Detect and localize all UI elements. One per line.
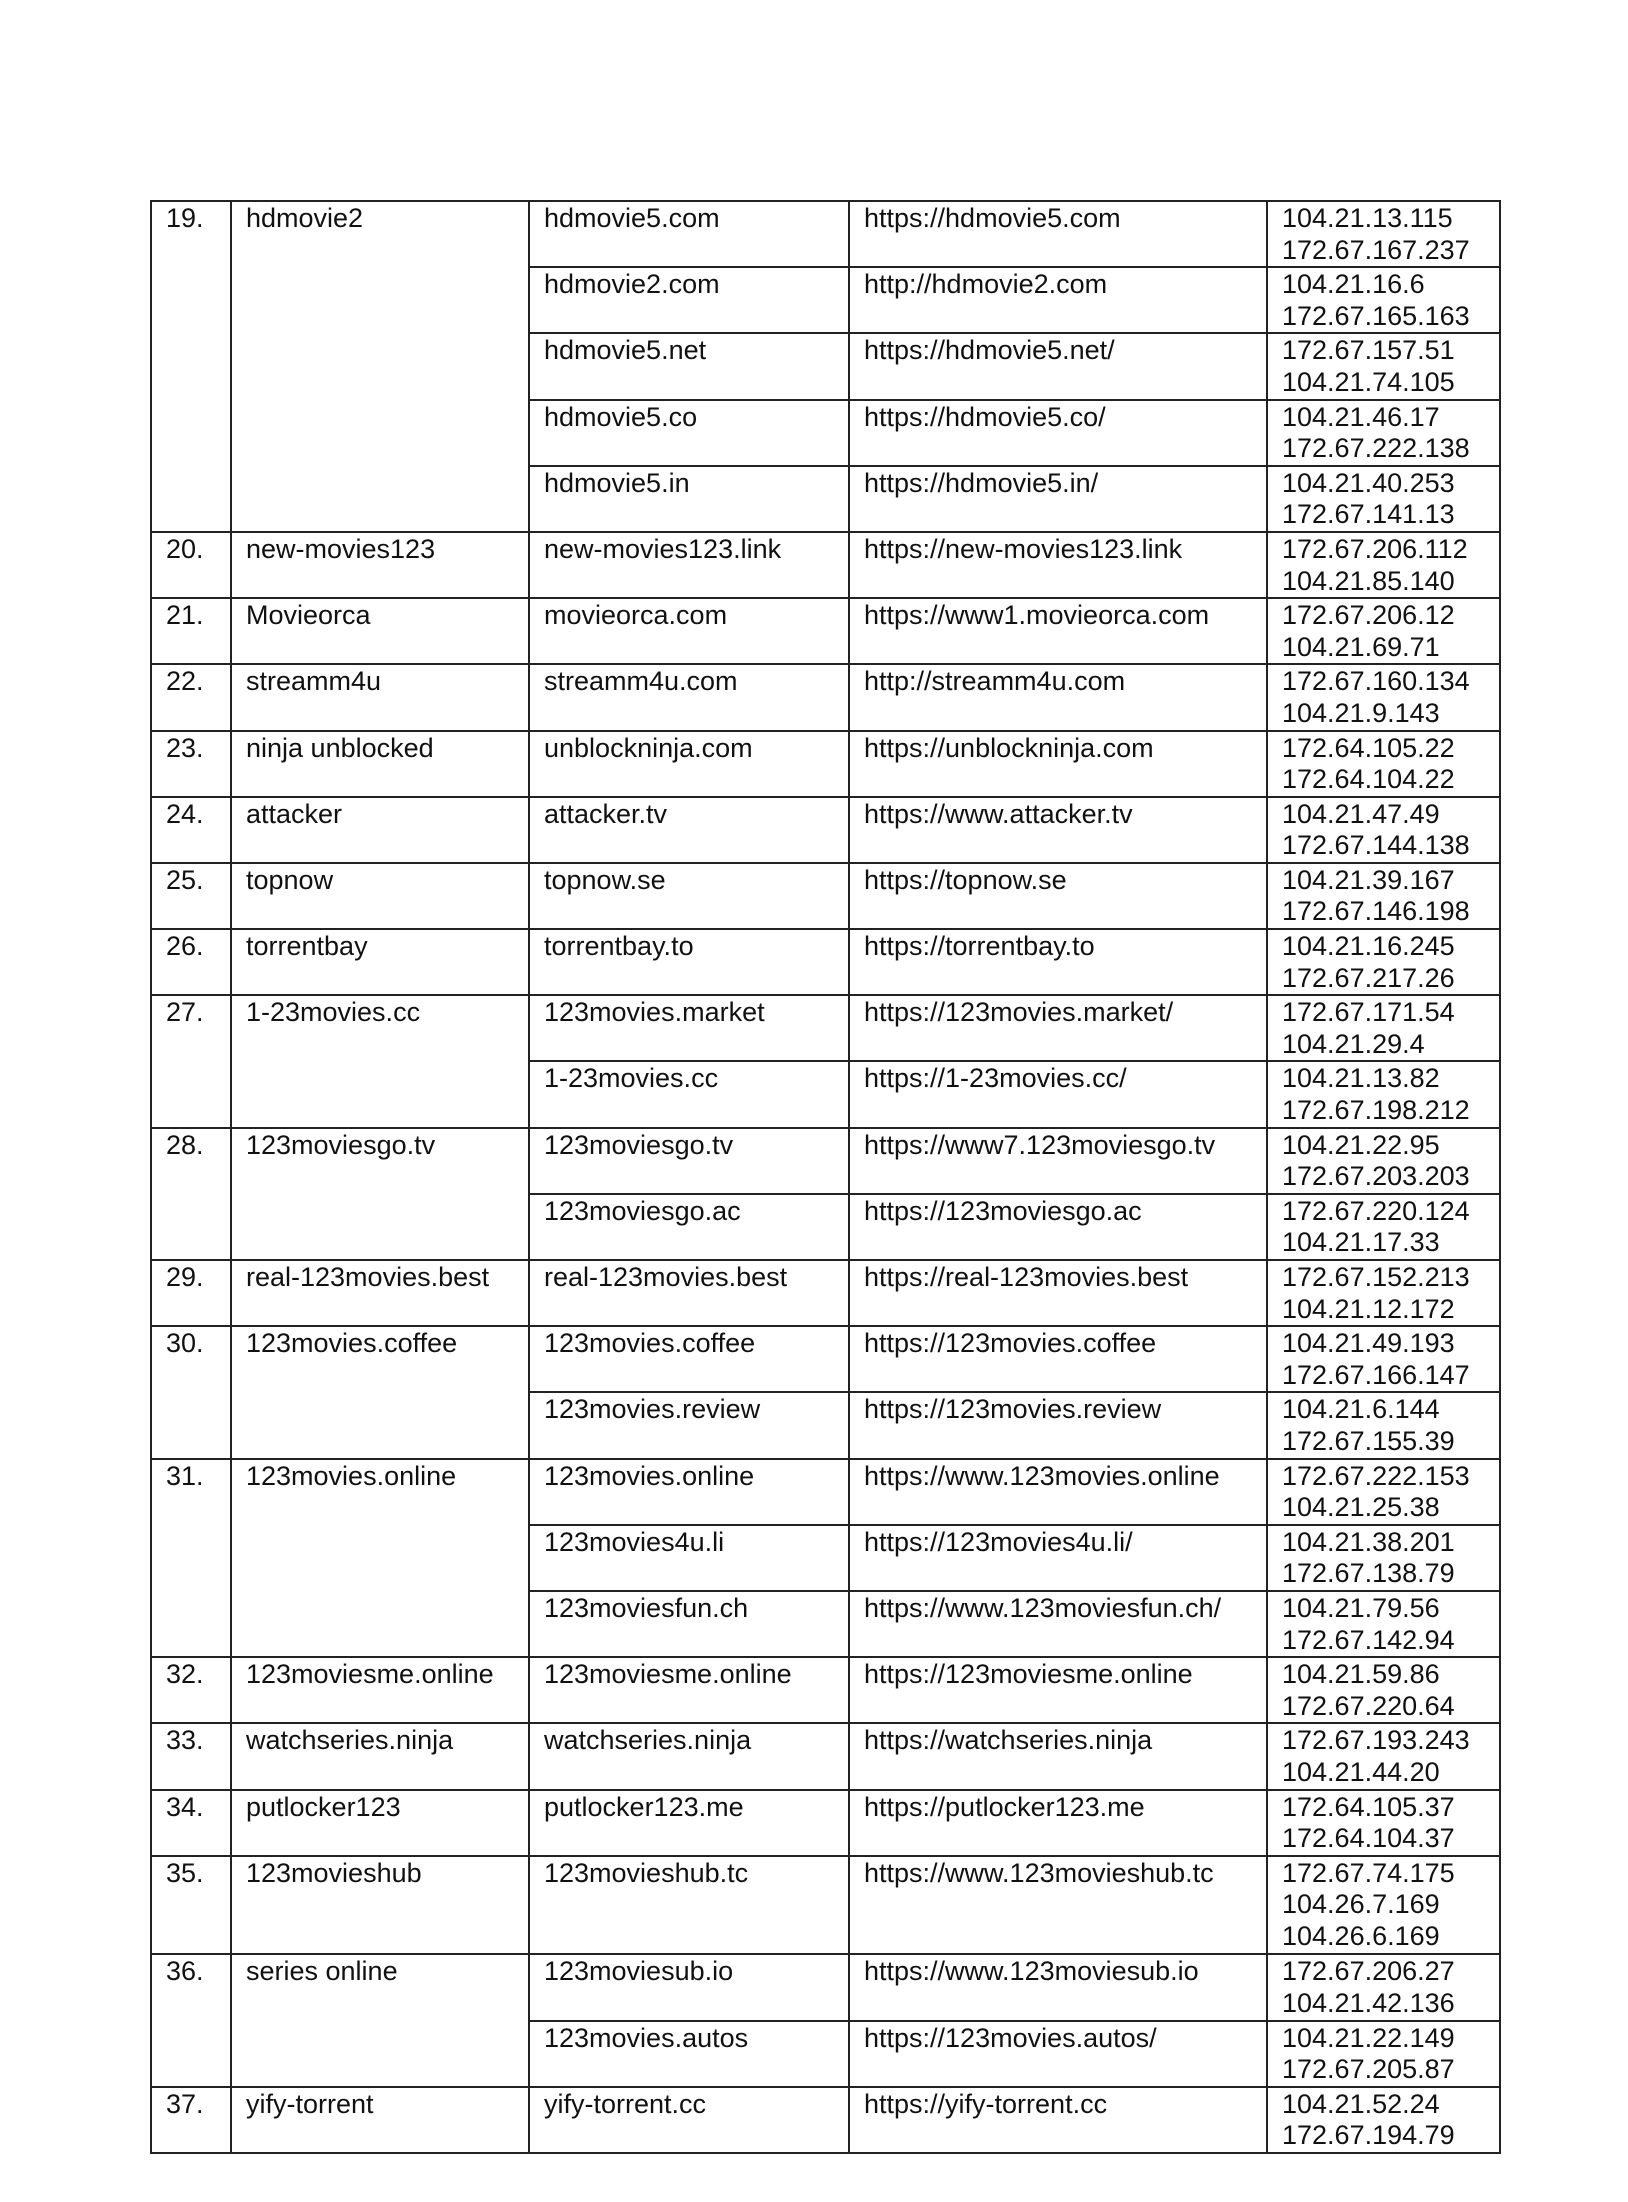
- domain-cell: hdmovie5.co: [529, 400, 849, 466]
- ip-address: 172.67.206.112: [1282, 533, 1468, 564]
- ip-cell: [1267, 1657, 1500, 1723]
- table-row: [151, 1657, 1500, 1723]
- url-cell: https://1-23movies.cc/: [849, 1061, 1267, 1127]
- ip-address: 172.67.222.138: [1282, 433, 1470, 464]
- ip-address: 104.21.9.143: [1282, 697, 1440, 728]
- ip-cell: [1267, 532, 1500, 598]
- ip-address: 172.67.142.94: [1282, 1624, 1455, 1655]
- domain-cell: 123moviesme.online: [529, 1657, 849, 1723]
- ip-cell: [1267, 1194, 1500, 1260]
- row-number: 37.: [151, 2087, 231, 2153]
- ip-address: 104.21.12.172: [1282, 1293, 1455, 1324]
- ip-address: 172.67.165.163: [1282, 300, 1470, 331]
- ip-cell: [1267, 1459, 1500, 1525]
- row-number: 26.: [151, 929, 231, 995]
- row-number: 19.: [151, 201, 231, 532]
- url-cell: https://yify-torrent.cc: [849, 2087, 1267, 2153]
- ip-address: 104.21.46.17: [1282, 401, 1440, 432]
- ip-cell: [1267, 201, 1500, 267]
- url-cell: http://hdmovie2.com: [849, 267, 1267, 333]
- ip-address: 104.21.47.49: [1282, 798, 1440, 829]
- url-cell: https://putlocker123.me: [849, 1790, 1267, 1856]
- site-name: torrentbay: [231, 929, 529, 995]
- table-row: [151, 1459, 1500, 1525]
- site-name: topnow: [231, 863, 529, 929]
- domain-cell: 123movies.review: [529, 1392, 849, 1458]
- domain-cell: 123movies.coffee: [529, 1326, 849, 1392]
- ip-address: 172.67.167.237: [1282, 234, 1470, 265]
- table-row: [151, 2087, 1500, 2153]
- domain-cell: hdmovie5.in: [529, 466, 849, 532]
- ip-cell: [1267, 2087, 1500, 2153]
- url-cell: https://unblockninja.com: [849, 731, 1267, 797]
- row-number: 24.: [151, 797, 231, 863]
- domain-cell: putlocker123.me: [529, 1790, 849, 1856]
- url-cell: https://123moviesgo.ac: [849, 1194, 1267, 1260]
- ip-address: 172.67.220.124: [1282, 1195, 1470, 1226]
- domain-cell: 123movies.market: [529, 995, 849, 1061]
- site-name: 123movies.online: [231, 1459, 529, 1658]
- domain-cell: 123moviesfun.ch: [529, 1591, 849, 1657]
- domain-cell: 123movies.autos: [529, 2021, 849, 2087]
- ip-address: 172.67.144.138: [1282, 830, 1470, 861]
- table-row: [151, 1790, 1500, 1856]
- ip-address: 104.21.13.82: [1282, 1063, 1440, 1094]
- ip-cell: [1267, 400, 1500, 466]
- row-number: 28.: [151, 1128, 231, 1260]
- ip-cell: [1267, 1061, 1500, 1127]
- ip-cell: [1267, 1856, 1500, 1955]
- ip-address: 172.67.206.27: [1282, 1956, 1455, 1987]
- ip-address: 104.21.38.201: [1282, 1526, 1455, 1557]
- site-name: watchseries.ninja: [231, 1723, 529, 1789]
- table-row: [151, 1954, 1500, 2020]
- ip-cell: [1267, 1525, 1500, 1591]
- domain-cell: watchseries.ninja: [529, 1723, 849, 1789]
- row-number: 33.: [151, 1723, 231, 1789]
- url-cell: https://new-movies123.link: [849, 532, 1267, 598]
- table-row: [151, 1723, 1500, 1789]
- ip-cell: [1267, 2021, 1500, 2087]
- domain-cell: 123movieshub.tc: [529, 1856, 849, 1955]
- table-row: [151, 1326, 1500, 1392]
- site-table-body: [151, 201, 1500, 2153]
- url-cell: https://watchseries.ninja: [849, 1723, 1267, 1789]
- ip-address: 172.64.104.22: [1282, 764, 1455, 795]
- ip-address: 172.67.157.51: [1282, 335, 1455, 366]
- ip-address: 104.21.49.193: [1282, 1328, 1455, 1359]
- ip-address: 172.67.198.212: [1282, 1095, 1470, 1126]
- ip-address: 172.67.206.12: [1282, 600, 1455, 631]
- row-number: 31.: [151, 1459, 231, 1658]
- row-number: 23.: [151, 731, 231, 797]
- url-cell: https://www.123moviesub.io: [849, 1954, 1267, 2020]
- ip-cell: [1267, 466, 1500, 532]
- domain-cell: torrentbay.to: [529, 929, 849, 995]
- ip-cell: [1267, 863, 1500, 929]
- ip-cell: [1267, 333, 1500, 399]
- table-row: [151, 664, 1500, 730]
- domain-cell: streamm4u.com: [529, 664, 849, 730]
- table-row: [151, 995, 1500, 1061]
- site-name: yify-torrent: [231, 2087, 529, 2153]
- url-cell: https://www.123movies.online: [849, 1459, 1267, 1525]
- ip-address: 104.21.13.115: [1282, 203, 1453, 233]
- ip-address: 104.21.79.56: [1282, 1592, 1440, 1623]
- table-row: [151, 797, 1500, 863]
- ip-address: 172.67.141.13: [1282, 499, 1455, 530]
- ip-cell: [1267, 929, 1500, 995]
- table-row: [151, 863, 1500, 929]
- domain-cell: 123movies4u.li: [529, 1525, 849, 1591]
- ip-address: 104.26.6.169: [1282, 1920, 1440, 1951]
- domain-cell: yify-torrent.cc: [529, 2087, 849, 2153]
- url-cell: https://123movies.review: [849, 1392, 1267, 1458]
- url-cell: https://123moviesme.online: [849, 1657, 1267, 1723]
- site-name: attacker: [231, 797, 529, 863]
- ip-address: 104.21.52.24: [1282, 2088, 1440, 2119]
- table-row: [151, 1856, 1500, 1955]
- site-name: real-123movies.best: [231, 1260, 529, 1326]
- site-name: 123moviesgo.tv: [231, 1128, 529, 1260]
- row-number: 27.: [151, 995, 231, 1127]
- ip-address: 104.21.69.71: [1282, 631, 1440, 662]
- ip-cell: [1267, 267, 1500, 333]
- ip-address: 104.21.16.245: [1282, 931, 1455, 962]
- ip-address: 104.21.25.38: [1282, 1492, 1440, 1523]
- domain-cell: hdmovie5.net: [529, 333, 849, 399]
- row-number: 36.: [151, 1954, 231, 2086]
- ip-address: 172.67.155.39: [1282, 1425, 1455, 1456]
- row-number: 35.: [151, 1856, 231, 1955]
- row-number: 34.: [151, 1790, 231, 1856]
- url-cell: https://www7.123moviesgo.tv: [849, 1128, 1267, 1194]
- ip-address: 104.21.39.167: [1282, 864, 1455, 895]
- ip-address: 104.21.6.144: [1282, 1394, 1440, 1425]
- ip-cell: [1267, 1723, 1500, 1789]
- domain-cell: new-movies123.link: [529, 532, 849, 598]
- ip-address: 172.67.171.54: [1282, 997, 1455, 1028]
- domain-cell: 123moviesub.io: [529, 1954, 849, 2020]
- ip-address: 172.64.105.37: [1282, 1791, 1455, 1822]
- site-name: streamm4u: [231, 664, 529, 730]
- ip-address: 172.67.194.79: [1282, 2120, 1455, 2151]
- url-cell: https://123movies.coffee: [849, 1326, 1267, 1392]
- ip-cell: [1267, 1392, 1500, 1458]
- site-name: 123movies.coffee: [231, 1326, 529, 1458]
- site-name: 123movieshub: [231, 1856, 529, 1955]
- ip-address: 172.67.146.198: [1282, 896, 1470, 927]
- ip-address: 104.21.40.253: [1282, 467, 1455, 498]
- site-table: [150, 200, 1501, 2154]
- row-number: 22.: [151, 664, 231, 730]
- ip-address: 104.21.22.95: [1282, 1129, 1440, 1160]
- ip-address: 172.67.220.64: [1282, 1690, 1455, 1721]
- url-cell: https://www1.movieorca.com: [849, 598, 1267, 664]
- ip-cell: [1267, 731, 1500, 797]
- domain-cell: attacker.tv: [529, 797, 849, 863]
- ip-address: 172.67.203.203: [1282, 1161, 1470, 1192]
- domain-cell: unblockninja.com: [529, 731, 849, 797]
- domain-cell: 123moviesgo.tv: [529, 1128, 849, 1194]
- ip-address: 172.67.193.243: [1282, 1725, 1470, 1756]
- ip-address: 104.26.7.169: [1282, 1889, 1440, 1920]
- domain-cell: 123moviesgo.ac: [529, 1194, 849, 1260]
- ip-cell: [1267, 797, 1500, 863]
- ip-address: 172.67.138.79: [1282, 1558, 1455, 1589]
- domain-cell: topnow.se: [529, 863, 849, 929]
- site-name: putlocker123: [231, 1790, 529, 1856]
- ip-address: 172.67.160.134: [1282, 666, 1470, 697]
- site-name: ninja unblocked: [231, 731, 529, 797]
- row-number: 30.: [151, 1326, 231, 1458]
- ip-address: 104.21.74.105: [1282, 366, 1455, 397]
- ip-address: 104.21.16.6: [1282, 269, 1425, 300]
- table-row: [151, 532, 1500, 598]
- url-cell: https://topnow.se: [849, 863, 1267, 929]
- domain-cell: real-123movies.best: [529, 1260, 849, 1326]
- ip-address: 104.21.44.20: [1282, 1756, 1440, 1787]
- url-cell: https://hdmovie5.in/: [849, 466, 1267, 532]
- ip-address: 172.67.222.153: [1282, 1460, 1470, 1491]
- url-cell: https://real-123movies.best: [849, 1260, 1267, 1326]
- ip-address: 172.67.205.87: [1282, 2054, 1455, 2085]
- table-row: [151, 929, 1500, 995]
- site-name: hdmovie2: [231, 201, 529, 532]
- site-name: series online: [231, 1954, 529, 2086]
- ip-address: 172.67.217.26: [1282, 962, 1455, 993]
- ip-cell: [1267, 1790, 1500, 1856]
- site-name: 123moviesme.online: [231, 1657, 529, 1723]
- row-number: 25.: [151, 863, 231, 929]
- row-number: 20.: [151, 532, 231, 598]
- url-cell: https://hdmovie5.com: [849, 201, 1267, 267]
- table-row: [151, 201, 1500, 267]
- ip-address: 104.21.17.33: [1282, 1227, 1440, 1258]
- ip-cell: [1267, 1128, 1500, 1194]
- ip-cell: [1267, 1326, 1500, 1392]
- url-cell: https://hdmovie5.net/: [849, 333, 1267, 399]
- ip-address: 172.67.74.175: [1282, 1857, 1455, 1888]
- domain-cell: 1-23movies.cc: [529, 1061, 849, 1127]
- row-number: 29.: [151, 1260, 231, 1326]
- ip-cell: [1267, 995, 1500, 1061]
- ip-address: 172.67.152.213: [1282, 1262, 1470, 1292]
- row-number: 21.: [151, 598, 231, 664]
- url-cell: https://www.123moviesfun.ch/: [849, 1591, 1267, 1657]
- site-name: Movieorca: [231, 598, 529, 664]
- url-cell: https://www.123movieshub.tc: [849, 1856, 1267, 1955]
- url-cell: https://hdmovie5.co/: [849, 400, 1267, 466]
- ip-address: 172.67.166.147: [1282, 1359, 1470, 1390]
- domain-cell: movieorca.com: [529, 598, 849, 664]
- ip-cell: [1267, 598, 1500, 664]
- ip-cell: [1267, 1260, 1500, 1326]
- domain-cell: hdmovie5.com: [529, 201, 849, 267]
- ip-address: 172.64.105.22: [1282, 732, 1455, 763]
- url-cell: https://123movies.market/: [849, 995, 1267, 1061]
- row-number: 32.: [151, 1657, 231, 1723]
- table-row: [151, 1260, 1500, 1326]
- table-row: [151, 731, 1500, 797]
- ip-address: 172.64.104.37: [1282, 1823, 1455, 1854]
- ip-cell: [1267, 1954, 1500, 2020]
- ip-address: 104.21.29.4: [1282, 1028, 1425, 1059]
- ip-address: 104.21.22.149: [1282, 2022, 1455, 2053]
- domain-cell: hdmovie2.com: [529, 267, 849, 333]
- url-cell: http://streamm4u.com: [849, 664, 1267, 730]
- table-row: [151, 598, 1500, 664]
- url-cell: https://123movies.autos/: [849, 2021, 1267, 2087]
- url-cell: https://123movies4u.li/: [849, 1525, 1267, 1591]
- table-row: [151, 1128, 1500, 1194]
- domain-cell: 123movies.online: [529, 1459, 849, 1525]
- ip-address: 104.21.85.140: [1282, 565, 1455, 596]
- site-name: 1-23movies.cc: [231, 995, 529, 1127]
- url-cell: https://www.attacker.tv: [849, 797, 1267, 863]
- ip-cell: [1267, 664, 1500, 730]
- ip-cell: [1267, 1591, 1500, 1657]
- ip-address: 104.21.59.86: [1282, 1659, 1440, 1690]
- ip-address: 104.21.42.136: [1282, 1988, 1455, 2019]
- site-name: new-movies123: [231, 532, 529, 598]
- url-cell: https://torrentbay.to: [849, 929, 1267, 995]
